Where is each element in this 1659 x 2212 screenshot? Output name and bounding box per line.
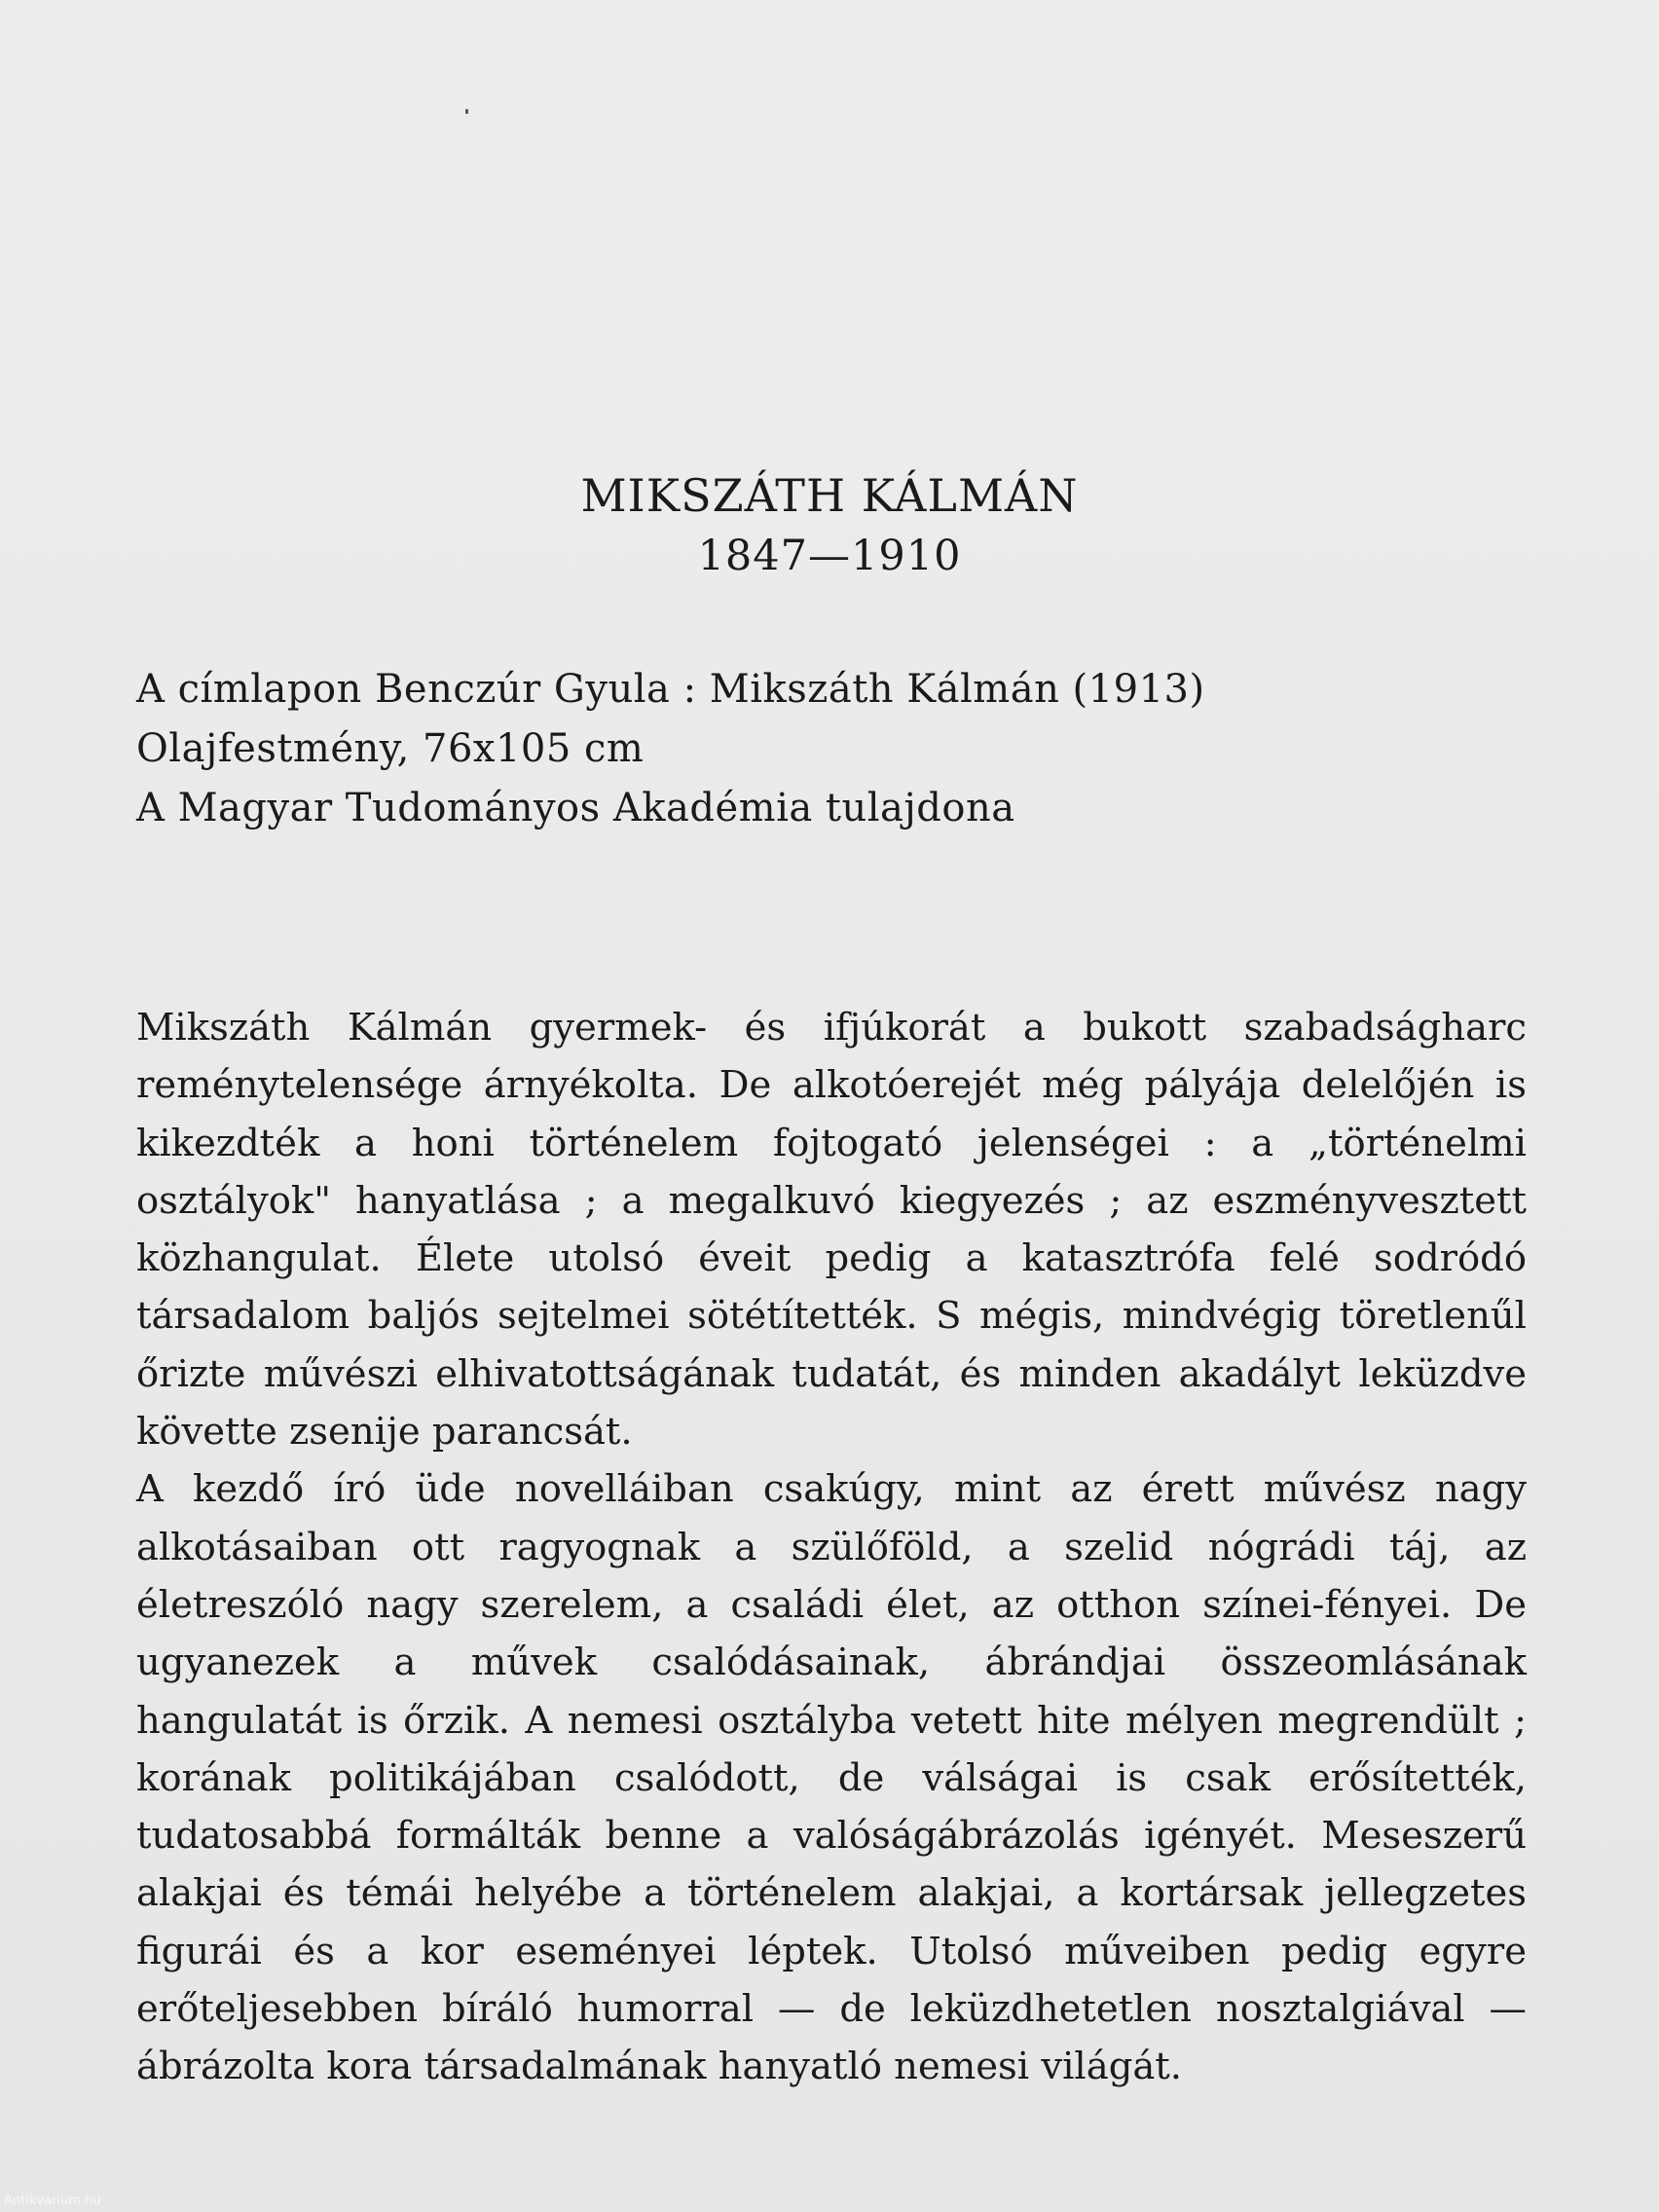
watermark-text: Antikvarium.hu (4, 2194, 101, 2208)
caption-line-owner: A Magyar Tudományos Akadémia tulajdona (136, 786, 1015, 830)
print-speck (465, 109, 468, 114)
caption-line-cover: A címlapon Benczúr Gyula : Mikszáth Kálmán (1913) (136, 667, 1205, 712)
life-years: 1847—1910 (697, 532, 962, 580)
biography-paragraph-2: A kezdő író üde novelláiban csakúgy, mint az érett művész nagy alkotásaiban ott ragyognak a szülőföld, a szelid nógrádi táj, az életreszóló nagy szerelem, a családi élet, az otthon színei-fényei. De ugyanezek a művek csalódásainak, ábrándjai összeomlásának hangulatát is őrzik. A nemesi osztályba vetett hite mélyen megrendült ; korának politikájában csalódott, de válságai is csak erősítették, tudatosabbá formálták benne a valóságábrázolás igényét. Meseszerű alakjai és témái helyébe a történelem alakjai, a kortársak jellegzetes figurái és a kor eseményei léptek. Utolsó műveiben pedig egyre erőteljesebben bíráló humorral — de leküzdhetetlen nosztalgiával — ábrázolta kora társadalmának hanyatló nemesi világát. (136, 1467, 1527, 2089)
caption-line-medium: Olajfestmény, 76x105 cm (136, 726, 645, 771)
biography-paragraph-1: Mikszáth Kálmán gyermek- és ifjúkorát a bukott szabadságharc reménytelensége árnyékolta. De alkotóerejét még pályája delelőjén is kikezdték a honi történelem fojtogató jelenségei : a „történelmi osztályok" hanyatlása ; a megalkuvó kiegyezés ; az eszményvesztett közhangulat. Élete utolsó éveit pedig a katasztrófa felé sodródó társadalom baljós sejtelmei sötétítették. S mégis, mindvégig töretlenűl őrizte művészi elhivatottságának tudatát, és minden akadályt leküzdve követte zsenije parancsát. (136, 1006, 1527, 1455)
cover-caption (136, 660, 1538, 838)
title-block (0, 465, 1659, 586)
biography-text (136, 999, 1527, 2096)
author-name-heading: MIKSZÁTH KÁLMÁN (580, 469, 1079, 522)
